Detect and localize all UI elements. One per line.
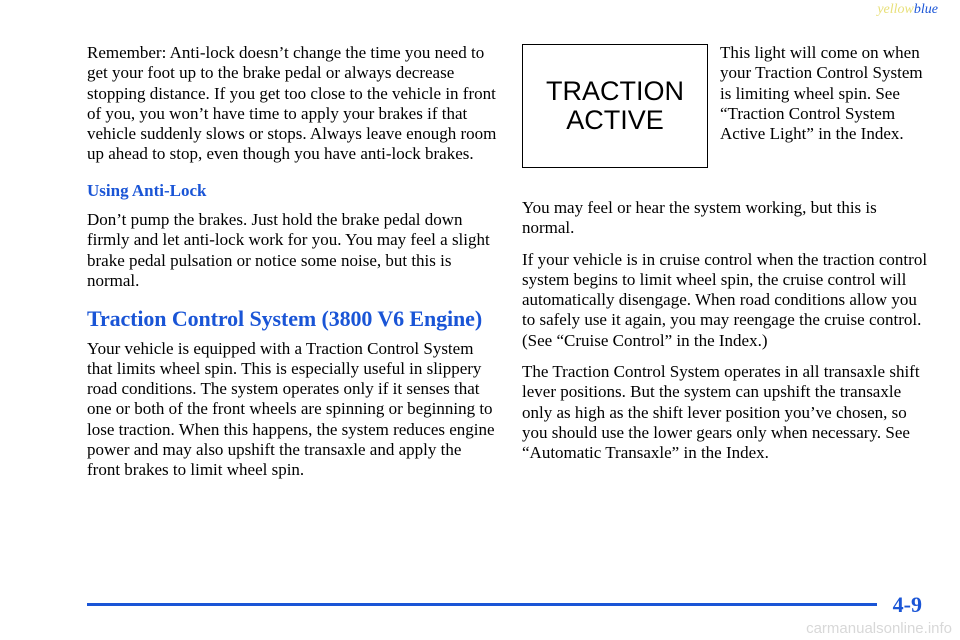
indicator-line-1: TRACTION xyxy=(546,76,684,106)
paragraph-remember: Remember: Anti-lock doesn’t change the time you need to get your foot up to the brake pedal or always decrease stopping distance. If you get too close to the vehicle in front of you, you won’t have time to apply your brakes if that vehicle suddenly slows or stops. Always leave enough room up ahead to stop, even though you have anti-lock brakes. xyxy=(87,43,497,164)
edition-tag-blue: blue xyxy=(913,2,938,17)
paragraph-cruise-control: If your vehicle is in cruise control when the traction control system begins to limit wheel spin, the cruise control will automatically disengage. When road conditions allow you to safely use it again, you may reengage the cruise control. (See “Cruise Control” in the Index.) xyxy=(522,249,928,350)
subheading-using-anti-lock: Using Anti-Lock xyxy=(87,180,207,200)
section-heading-traction-control: Traction Control System (3800 V6 Engine) xyxy=(87,306,483,332)
right-column xyxy=(522,198,932,475)
paragraph-transaxle: The Traction Control System operates in all transaxle shift lever positions. But the system can upshift the transaxle only as high as the shift lever position you’ve chosen, so you should use the lower gears only when necessary. See “Automatic Transaxle” in the Index. xyxy=(522,362,920,463)
left-column xyxy=(87,43,497,492)
traction-active-indicator-image xyxy=(522,44,708,168)
edition-tag xyxy=(877,2,938,18)
paragraph-traction-control: Your vehicle is equipped with a Traction Control System that limits wheel spin. This is especially useful in slippery road conditions. The system operates only if it senses that one or both of the front wheels are spinning or beginning to lose traction. When this happens, the system reduces engine power and may also upshift the transaxle and apply the front brakes to limit wheel spin. xyxy=(87,338,495,480)
indicator-line-2: ACTIVE xyxy=(566,105,664,135)
paragraph-feel-or-hear: You may feel or hear the system working, but this is normal. xyxy=(522,198,877,238)
footer-rule xyxy=(87,603,877,606)
edition-tag-yellow: yellow xyxy=(877,2,914,17)
page-number: 4-9 xyxy=(892,592,922,617)
watermark: carmanualsonline.info xyxy=(806,620,952,637)
indicator-caption: This light will come on when your Traction Control System is limiting wheel spin. See “Traction Control System Active Light” in the Index. xyxy=(720,43,923,144)
paragraph-using-anti-lock: Don’t pump the brakes. Just hold the brake pedal down firmly and let anti-lock work for you. You may feel a slight brake pedal pulsation or notice some noise, but this is normal. xyxy=(87,210,490,290)
